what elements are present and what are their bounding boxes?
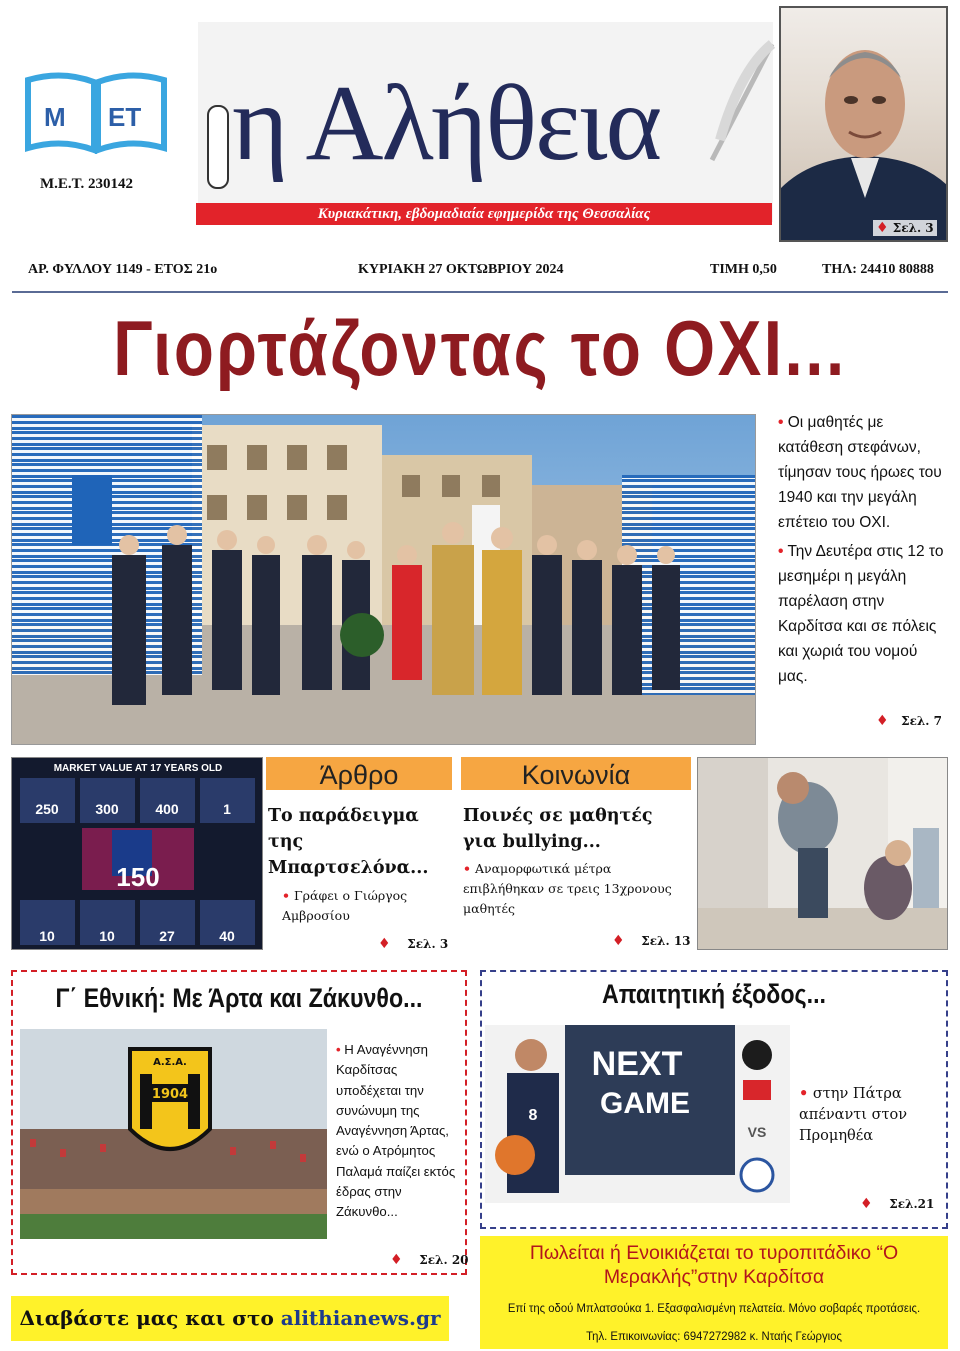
ad-title: Πωλείται ή Ενοικιάζεται το τυροπιτάδικο “Ο Μερακλής”στην Καρδίτσα bbox=[529, 1242, 899, 1288]
ad-contact: Τηλ. Επικοινωνίας: 6947272982 κ. Νταής Γεώργιος bbox=[586, 1329, 842, 1343]
lead-page-ref-text: Σελ. 7 bbox=[901, 714, 943, 728]
main-headline: Γιορτάζοντας το ΟΧΙ... bbox=[113, 304, 847, 392]
center-value: 150 bbox=[116, 862, 160, 892]
issue-date: ΚΥΡΙΑΚΗ 27 ΟΚΤΩΒΡΙΟΥ 2024 bbox=[358, 262, 564, 277]
football-market-value-graphic[interactable] bbox=[11, 757, 263, 950]
value-top-4: 1 bbox=[223, 801, 231, 817]
article-title-barcelona[interactable]: Το παράδειγμα της Μπαρτσελόνα... bbox=[268, 806, 429, 878]
met-logo bbox=[22, 70, 170, 154]
article1-page-ref-text: Σελ. 3 bbox=[407, 937, 449, 951]
crest-top: Α.Σ.Α. bbox=[153, 1057, 187, 1068]
website-promo bbox=[11, 1296, 449, 1341]
article-author-text: Γράφει ο Γιώργος Αμβροσίου bbox=[282, 888, 408, 923]
bullet-icon: • bbox=[799, 1085, 809, 1102]
article-title-bullying[interactable]: Ποινές σε μαθητές για bullying... bbox=[463, 806, 653, 852]
lead-paragraph-2: Την Δευτέρα στις 12 το μεσημέρι η μεγάλη παρέλαση στην Καρδίτσα και σε πόλεις και χωριά του νομού μας. bbox=[778, 543, 944, 685]
lead-story-text bbox=[778, 410, 950, 693]
bullet-icon: • bbox=[336, 1042, 341, 1057]
contact-phone: ΤΗΛ: 24410 80888 bbox=[822, 262, 934, 277]
market-value-collage bbox=[12, 758, 263, 950]
next-game-scene bbox=[485, 1025, 790, 1220]
article2-page-ref-text: Σελ. 13 bbox=[641, 934, 691, 948]
poster-next: NEXT bbox=[591, 1045, 683, 1083]
issue-number: ΑΡ. ΦΥΛΛΟΥ 1149 - ΕΤΟΣ 21ο bbox=[28, 262, 218, 277]
stadium-scene bbox=[20, 1029, 327, 1239]
value-bottom-3: 27 bbox=[159, 928, 175, 944]
website-link[interactable]: alithianews.gr bbox=[280, 1306, 441, 1330]
sports-page-ref-text: Σελ. 20 bbox=[419, 1253, 469, 1267]
ad-details: Επί της οδού Μπλατσούκα 1. Εξασφαλισμένη πελατεία. Μόνο σοβαρές προτάσεις. bbox=[507, 1301, 921, 1315]
diamond-icon: ♦ bbox=[860, 1196, 873, 1212]
issue-price: ΤΙΜΗ 0,50 bbox=[710, 262, 777, 277]
diamond-icon: ♦ bbox=[876, 220, 889, 236]
value-bottom-1: 10 bbox=[39, 928, 55, 944]
bullet-icon: • bbox=[282, 888, 290, 903]
header-divider bbox=[12, 291, 948, 293]
sports-text bbox=[336, 1040, 464, 1223]
basketball-text bbox=[799, 1083, 944, 1147]
quill-icon bbox=[700, 40, 780, 170]
met-code: Μ.Ε.Τ. 230142 bbox=[40, 176, 134, 192]
lead-paragraph-1: Οι μαθητές με κατάθεση στεφάνων, τίμησαν τους ήρωες του 1940 και την μεγάλη επέτειο του ΟΧΙ. bbox=[778, 414, 942, 531]
diamond-icon: ♦ bbox=[612, 933, 625, 949]
website-promo-prefix: Διαβάστε μας και στο bbox=[19, 1306, 281, 1330]
poster-game: GAME bbox=[600, 1087, 690, 1120]
bullying-photo[interactable] bbox=[697, 757, 948, 950]
value-bottom-2: 10 bbox=[99, 928, 115, 944]
stadium-photo[interactable] bbox=[20, 1029, 327, 1239]
value-top-1: 250 bbox=[35, 801, 59, 817]
bullet-icon: • bbox=[778, 414, 784, 431]
masthead-stamp-icon bbox=[207, 105, 229, 189]
diamond-icon: ♦ bbox=[390, 1252, 403, 1268]
crest-year: 1904 bbox=[151, 1087, 189, 1102]
portrait-page-ref bbox=[873, 220, 937, 236]
classified-ad bbox=[480, 1236, 948, 1349]
article-bullying-sub-text: Αναμορφωτικά μέτρα επιβλήθηκαν σε τρεις 13χρονους μαθητές bbox=[463, 861, 672, 916]
sports-title[interactable]: Γ΄ Εθνική: Με Άρτα και Ζάκυνθο... bbox=[55, 983, 423, 1013]
sports-page-ref[interactable] bbox=[390, 1252, 469, 1268]
met-logo-m: Μ bbox=[44, 102, 66, 132]
sports-text-body: Η Αναγέννηση Καρδίτσας υποδέχεται την συνώνυμη της Αναγέννηση Άρτας, ενώ ο Ατρόμητος Παλαμά παίζει εκτός έδρας στην Ζάκυνθο... bbox=[336, 1042, 456, 1220]
bullet-icon: • bbox=[463, 861, 471, 876]
article-bullying-sub bbox=[463, 859, 691, 919]
jersey-number: 8 bbox=[528, 1107, 538, 1124]
basketball-page-ref-text: Σελ.21 bbox=[889, 1197, 935, 1211]
basketball-text-body: στην Πάτρα απέναντι στον Προμηθέα bbox=[799, 1086, 908, 1144]
value-top-2: 300 bbox=[95, 801, 119, 817]
lead-page-ref[interactable] bbox=[876, 713, 942, 729]
article-author bbox=[282, 886, 450, 926]
value-bottom-4: 40 bbox=[219, 928, 235, 944]
main-photo-ceremony[interactable] bbox=[11, 414, 756, 745]
article2-page-ref[interactable] bbox=[612, 933, 691, 949]
masthead-title: η Αλήθεια bbox=[232, 64, 661, 183]
columnist-portrait bbox=[779, 6, 948, 242]
section-tag-society: Κοινωνία bbox=[461, 757, 691, 790]
basketball-page-ref[interactable] bbox=[860, 1196, 934, 1212]
basketball-title[interactable]: Απαιτητική έξοδος... bbox=[601, 979, 826, 1009]
article1-page-ref[interactable] bbox=[378, 936, 448, 952]
section-tag-article: Άρθρο bbox=[266, 757, 452, 790]
portrait-page-ref-text: Σελ. 3 bbox=[892, 221, 934, 235]
portrait-figure bbox=[781, 8, 948, 242]
diamond-icon: ♦ bbox=[378, 936, 391, 952]
bullying-scene bbox=[698, 758, 948, 950]
met-logo-et: ΕΤ bbox=[108, 102, 142, 132]
ceremony-scene bbox=[12, 415, 756, 745]
next-game-poster[interactable] bbox=[485, 1025, 790, 1220]
bullet-icon: • bbox=[778, 543, 784, 560]
svg-text:VS: VS bbox=[747, 1124, 767, 1140]
masthead-subtitle: Κυριακάτικη, εβδομαδιαία εφημερίδα της Θεσσαλίας bbox=[196, 203, 772, 225]
market-value-header: MARKET VALUE AT 17 YEARS OLD bbox=[53, 763, 223, 774]
value-top-3: 400 bbox=[155, 801, 179, 817]
diamond-icon: ♦ bbox=[876, 713, 889, 729]
